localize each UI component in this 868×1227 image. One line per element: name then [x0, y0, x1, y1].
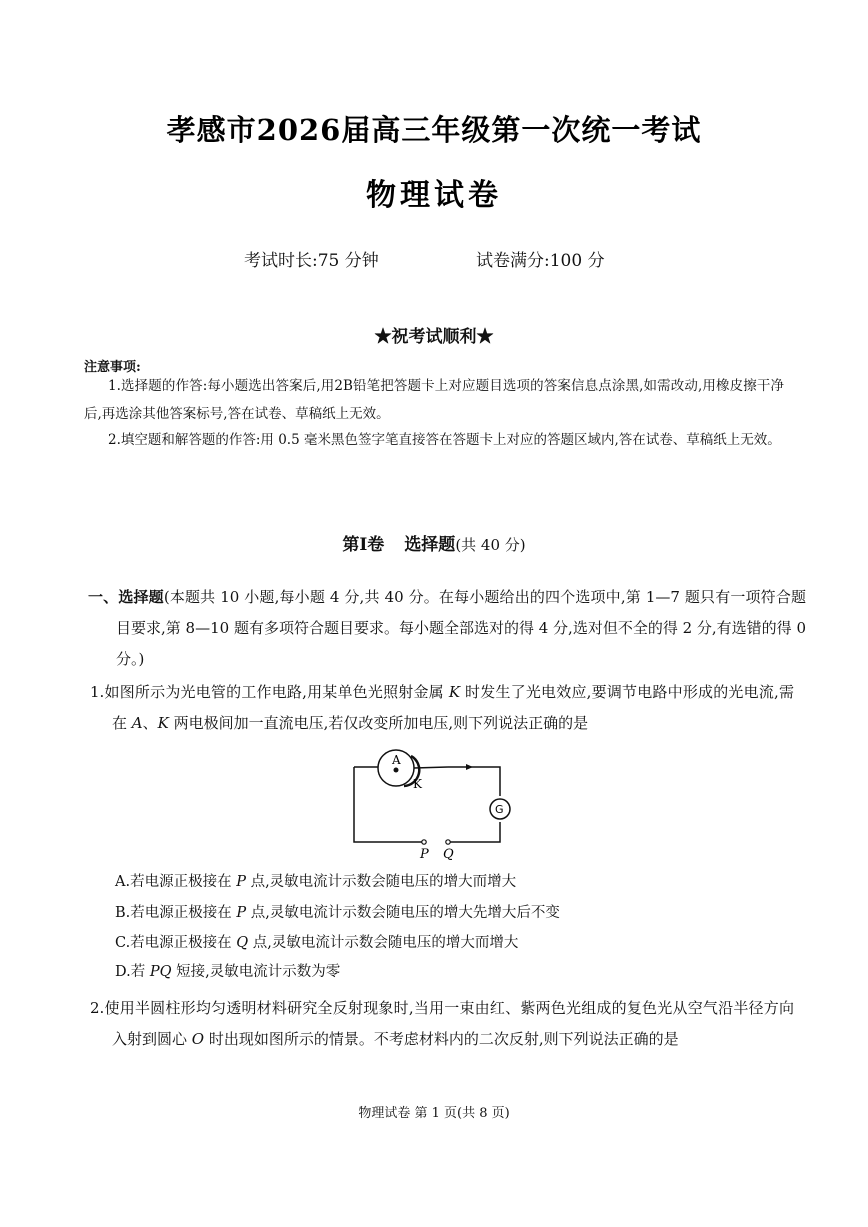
q1-text-a: 1.如图所示为光电管的工作电路,用某单色光照射金属: [90, 683, 449, 701]
label-k: K: [413, 777, 422, 791]
tube-lead: [414, 767, 448, 768]
subject-title: 物理试卷: [366, 178, 502, 213]
wire-left: [354, 767, 422, 842]
opt-a-prefix: A.若电源正极接在: [115, 874, 237, 890]
terminal-p: [422, 840, 426, 844]
q1-var-k: K: [448, 683, 461, 701]
q1-text-b: 时发生了光电效应,要调节电路中形成的光电流,需在: [112, 683, 794, 732]
q1-text-d: 两电极间加一直流电压,若仅改变所加电压,则下列说法正确的是: [168, 714, 589, 732]
q1-text-c: 、: [142, 714, 158, 732]
opt-b-prefix: B.若电源正极接在: [115, 905, 237, 921]
opt-c-rest: 点,灵敏电流计示数会随电压的增大而增大: [248, 935, 519, 951]
part1-heading: 一、选择题: [88, 588, 164, 606]
opt-b-var: P: [236, 905, 247, 921]
q1-option-c: [115, 931, 518, 952]
q1-option-b: [115, 901, 560, 922]
opt-d-rest: 短接,灵敏电流计示数为零: [171, 964, 341, 980]
good-luck-banner: ★祝考试顺利★: [374, 327, 494, 347]
part1-instructions: [88, 582, 806, 675]
q1-var-a: A: [131, 714, 143, 732]
q1-var-k2: K: [157, 714, 169, 732]
opt-d-var: PQ: [149, 964, 172, 980]
label-p: P: [420, 847, 429, 862]
exam-title: 孝感市2026届高三年级第一次统一考试: [166, 113, 702, 147]
opt-b-rest: 点,灵敏电流计示数会随电压的增大先增大后不变: [246, 905, 560, 921]
footer-page: 第 1 页(共 8 页): [414, 1106, 510, 1121]
exam-duration: 考试时长:75 分钟: [244, 251, 379, 271]
part1-text: (本题共 10 小题,每小题 4 分,共 40 分。在每小题给出的四个选项中,第 1—7 题只有一项符合题目要求,第 8—10 题有多项符合题目要求。每小题全部选对的得 4 分,选对但不全的得 2 分,有选错的得 0 分。): [116, 588, 806, 668]
q2-text-a: 2.使用半圆柱形均匀透明材料研究全反射现象时,当用一束由红、紫两色光组成的复色光从空气沿半径方向入射到圆心: [90, 999, 794, 1048]
wire-right-down: [450, 822, 500, 842]
q2-var-o: O: [191, 1030, 205, 1048]
opt-c-var: Q: [236, 935, 249, 951]
label-g: G: [495, 803, 504, 816]
photoelectric-circuit-diagram: [340, 742, 520, 862]
label-a: A: [392, 753, 401, 767]
opt-c-prefix: C.若电源正极接在: [115, 935, 237, 951]
q1-option-a: [115, 870, 516, 891]
notes-heading: 注意事项:: [84, 360, 141, 375]
section-points: (共 40 分): [455, 536, 526, 554]
section-name: 选择题: [404, 535, 456, 555]
full-score: 试卷满分:100 分: [476, 251, 605, 271]
opt-a-var: P: [236, 874, 246, 890]
terminal-q: [446, 840, 450, 844]
anode-a-dot: [394, 768, 399, 773]
label-q: Q: [443, 847, 454, 862]
question-2-stem: [90, 993, 794, 1055]
opt-a-rest: 点,灵敏电流计示数会随电压的增大而增大: [245, 874, 517, 890]
footer-subject: 物理试卷: [358, 1106, 411, 1121]
q2-text-b: 时出现如图所示的情景。不考虑材料内的二次反射,则下列说法正确的是: [204, 1030, 679, 1048]
section-label: 第Ⅰ卷: [342, 535, 385, 555]
q1-option-d: [115, 960, 340, 981]
note-item-1: 1.选择题的作答:每小题选出答案后,用2B铅笔把答题卡上对应题目选项的答案信息点涂黑,如需改动,用橡皮擦干净后,再选涂其他答案标号,答在试卷、草稿纸上无效。: [84, 378, 784, 422]
opt-d-prefix: D.若: [115, 964, 150, 980]
wire-top-right: [448, 767, 500, 796]
page-footer: [0, 1102, 868, 1121]
current-arrow-icon: [466, 764, 473, 770]
question-1-stem: [90, 677, 794, 739]
section-heading: [0, 530, 868, 555]
note-item-2: 2.填空题和解答题的作答:用 0.5 毫米黑色签字笔直接答在答题卡上对应的答题区域内,答在试卷、草稿纸上无效。: [108, 432, 781, 448]
